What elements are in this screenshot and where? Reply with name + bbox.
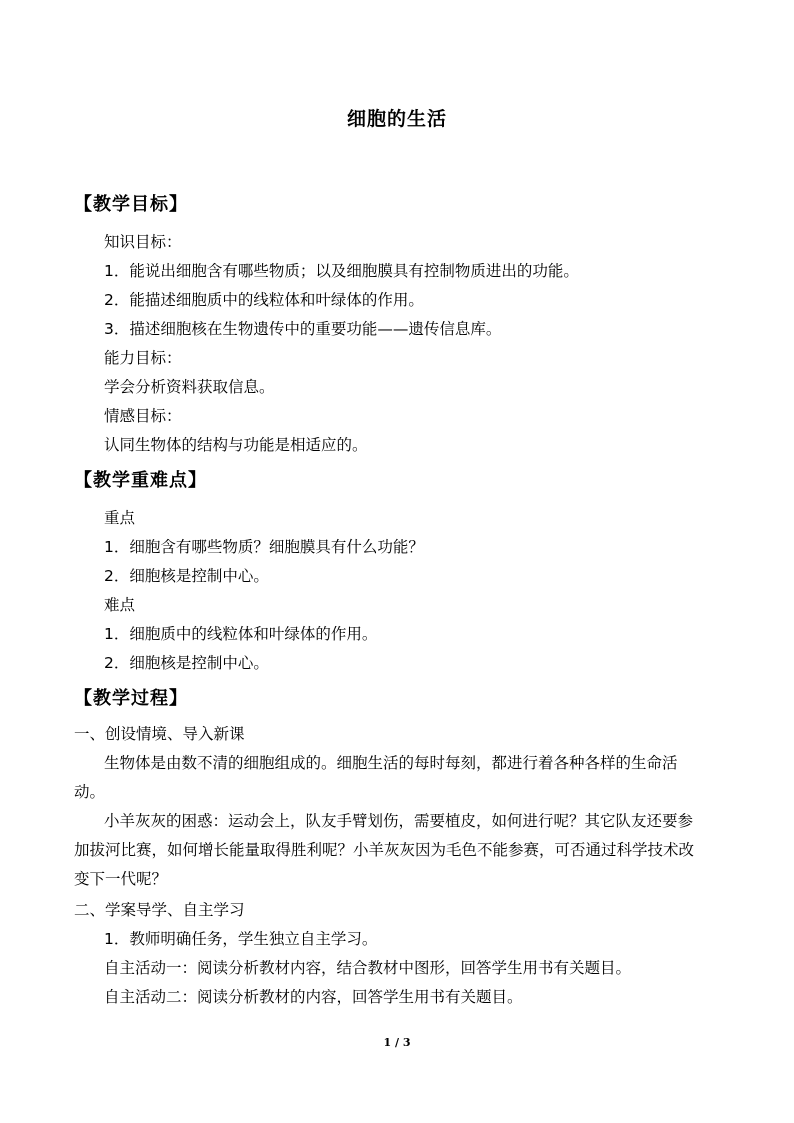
paragraph-line: 难点 <box>104 596 136 614</box>
paragraph-line: 重点 <box>104 509 136 527</box>
section-heading-process: 【教学过程】 <box>74 688 188 709</box>
paragraph-line: 2．细胞核是控制中心。 <box>104 567 269 585</box>
paragraph-line: 2．细胞核是控制中心。 <box>104 654 269 672</box>
paragraph-line: 一、创设情境、导入新课 <box>74 725 245 743</box>
paragraph-line: 加拔河比赛，如何增长能量取得胜利呢？小羊灰灰因为毛色不能参赛，可否通过科学技术改 <box>74 841 695 859</box>
paragraph-line: 情感目标： <box>104 407 182 425</box>
paragraph-line: 1．细胞质中的线粒体和叶绿体的作用。 <box>104 625 378 643</box>
paragraph-line: 二、学案导学、自主学习 <box>74 901 245 919</box>
paragraph-line: 3．描述细胞核在生物遗传中的重要功能——遗传信息库。 <box>104 320 502 338</box>
paragraph-line: 小羊灰灰的困惑：运动会上，队友手臂划伤，需要植皮，如何进行呢？其它队友还要参 <box>104 812 694 830</box>
paragraph-line: 知识目标： <box>104 233 182 251</box>
paragraph-line: 自主活动一：阅读分析教材内容，结合教材中图形，回答学生用书有关题目。 <box>104 959 632 977</box>
paragraph-line: 1．能说出细胞含有哪些物质；以及细胞膜具有控制物质进出的功能。 <box>104 262 579 280</box>
paragraph-line: 变下一代呢？ <box>74 870 168 888</box>
paragraph-line: 1．教师明确任务，学生独立自主学习。 <box>104 930 378 948</box>
paragraph-line: 学会分析资料获取信息。 <box>104 378 275 396</box>
paragraph-line: 生物体是由数不清的细胞组成的。细胞生活的每时每刻，都进行着各种各样的生命活 <box>104 754 678 772</box>
paragraph-line: 2．能描述细胞质中的线粒体和叶绿体的作用。 <box>104 291 424 309</box>
page-number: 1 / 3 <box>383 1036 411 1049</box>
paragraph-line: 动。 <box>74 783 106 801</box>
paragraph-line: 自主活动二：阅读分析教材的内容，回答学生用书有关题目。 <box>104 988 523 1006</box>
paragraph-line: 能力目标： <box>104 349 182 367</box>
page-title: 细胞的生活 <box>346 108 447 130</box>
paragraph-line: 1．细胞含有哪些物质？细胞膜具有什么功能？ <box>104 538 424 556</box>
paragraph-line: 认同生物体的结构与功能是相适应的。 <box>104 436 368 454</box>
section-heading-keypoints: 【教学重难点】 <box>74 470 207 491</box>
section-heading-goals: 【教学目标】 <box>74 194 188 215</box>
